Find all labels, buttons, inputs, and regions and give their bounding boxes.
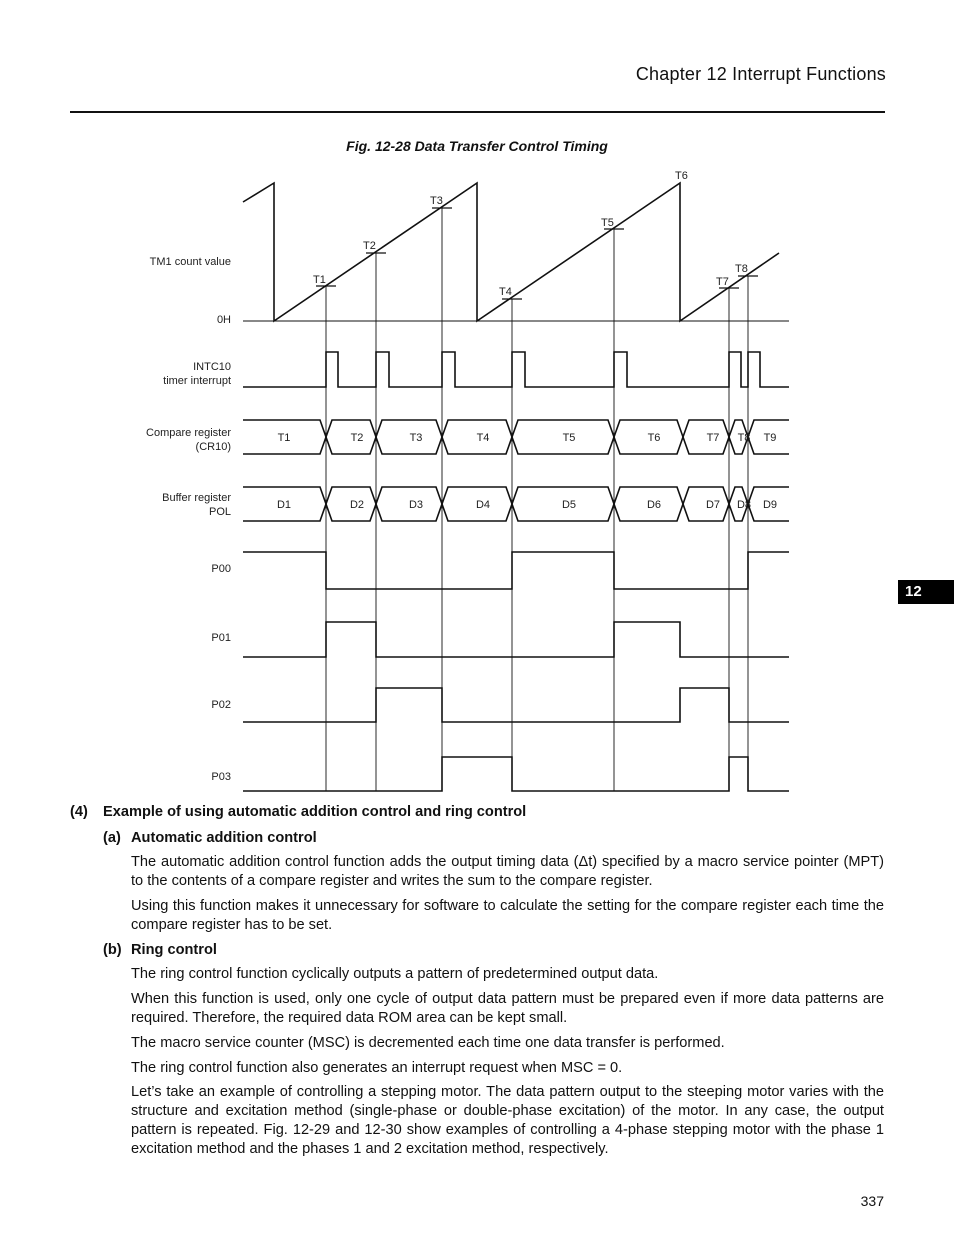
- compare-cell: T3: [409, 432, 423, 444]
- label-intc-2: timer interrupt: [163, 375, 231, 387]
- marker-t1: T1: [313, 274, 326, 286]
- compare-cell: T1: [277, 432, 291, 444]
- buffer-cell: D3: [408, 499, 424, 511]
- label-p00: P00: [211, 563, 231, 575]
- marker-t5: T5: [601, 217, 614, 229]
- buffer-cell: D6: [646, 499, 662, 511]
- intc-pulse-train: [243, 352, 789, 387]
- marker-t3: T3: [430, 195, 443, 207]
- paragraph-a2: Using this function makes it unnecessary for software to calculate the setting for the compare register each time the compare register has to be set.: [131, 898, 884, 933]
- label-buffer-1: Buffer register: [162, 492, 231, 504]
- subsection-a-label: (a): [103, 830, 121, 846]
- compare-cell: T6: [647, 432, 661, 444]
- buffer-cell: D2: [349, 499, 365, 511]
- paragraph-a1: The automatic addition control function adds the output timing data (Δt) specified by a macro service pointer (MPT) to the contents of a compare register and writes the sum to the compare register.: [131, 854, 884, 889]
- paragraph-b2: When this function is used, only one cycle of output data pattern must be prepared even if more data patterns are required. Therefore, the required data ROM area can be kept small.: [131, 991, 884, 1026]
- label-p02: P02: [211, 699, 231, 711]
- figure-caption: Fig. 12-28 Data Transfer Control Timing: [346, 138, 608, 154]
- buffer-cell: D7: [705, 499, 721, 511]
- buffer-cell: D1: [276, 499, 292, 511]
- chapter-tab: 12: [898, 580, 954, 604]
- buffer-cell: D9: [762, 499, 778, 511]
- compare-cell: T9: [763, 432, 777, 444]
- label-compare-1: Compare register: [146, 427, 231, 439]
- compare-cell: T2: [350, 432, 364, 444]
- paragraph-b5: Let’s take an example of controlling a stepping motor. The data pattern output to the steeping motor varies with the structure and excitation method (single-phase or double-phase excitation) of the motor. In any case, the output pattern is repeated. Fig. 12-29 and 12-30 show examples of controlling a 4-phase stepping motor with the phase 1 excitation method and the phases 1 and 2 excitation method, respectively.: [131, 1084, 884, 1157]
- p03-waveform: [243, 757, 789, 791]
- compare-cell: T7: [706, 432, 720, 444]
- page-header-title: Chapter 12 Interrupt Functions: [635, 64, 886, 84]
- tm1-sawtooth: [243, 183, 779, 321]
- marker-t2: T2: [363, 240, 376, 252]
- buffer-cell: D8: [736, 499, 752, 511]
- buffer-cell: D5: [561, 499, 577, 511]
- label-buffer-2: POL: [208, 506, 231, 518]
- p02-waveform: [243, 688, 789, 722]
- paragraph-b4: The ring control function also generates an interrupt request when MSC = 0.: [131, 1060, 623, 1076]
- label-compare-2: (CR10): [195, 441, 231, 453]
- subsection-a-title: Automatic addition control: [131, 830, 317, 846]
- marker-t8: T8: [735, 263, 748, 275]
- marker-t7: T7: [716, 276, 729, 288]
- label-zero: 0H: [216, 314, 231, 326]
- label-tm1: TM1 count value: [149, 256, 231, 268]
- paragraph-b1: The ring control function cyclically outputs a pattern of predetermined output data.: [131, 966, 659, 982]
- paragraph-b3: The macro service counter (MSC) is decremented each time one data transfer is performed.: [131, 1035, 725, 1051]
- p00-waveform: [243, 552, 789, 589]
- label-p01: P01: [211, 632, 231, 644]
- marker-t6: T6: [675, 170, 688, 182]
- section-number: (4): [70, 804, 88, 820]
- section-title: Example of using automatic addition control and ring control: [103, 804, 527, 820]
- subsection-b-title: Ring control: [131, 942, 217, 958]
- page-number: 337: [860, 1193, 884, 1209]
- subsection-b-label: (b): [103, 942, 122, 958]
- label-intc-1: INTC10: [193, 361, 231, 373]
- label-p03: P03: [211, 771, 231, 783]
- compare-cell: T8: [737, 432, 751, 444]
- compare-cell: T4: [476, 432, 490, 444]
- buffer-cell: D4: [475, 499, 491, 511]
- p01-waveform: [243, 622, 789, 657]
- compare-cell: T5: [562, 432, 576, 444]
- marker-t4: T4: [499, 286, 512, 298]
